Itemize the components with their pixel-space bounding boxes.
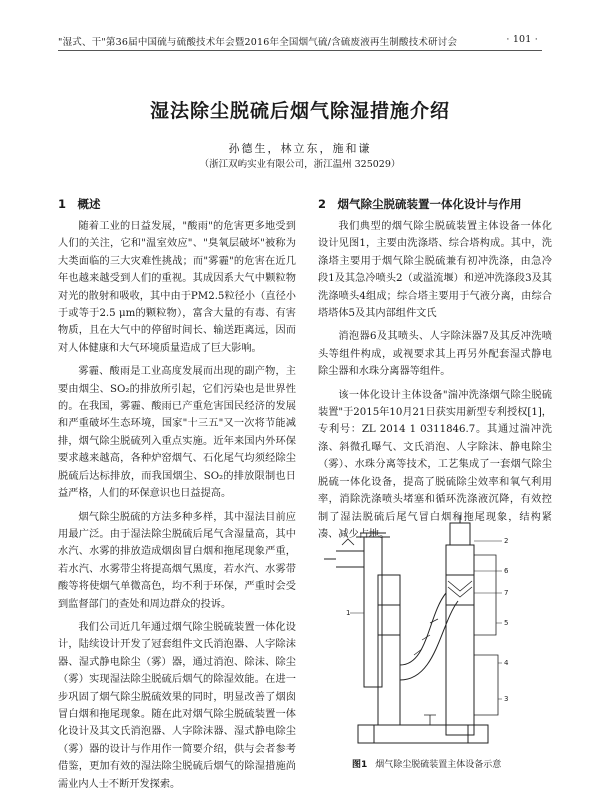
page-number: · 101 · bbox=[506, 34, 538, 45]
svg-text:2: 2 bbox=[504, 537, 509, 545]
figure-caption bbox=[352, 757, 501, 770]
section-1-heading: 1 概述 bbox=[58, 197, 101, 211]
figure-caption-text: 烟气除尘脱硫装置主体设备示意 bbox=[375, 760, 502, 770]
running-title: "湿式、干"第36届中国硫与硫酸技术年会暨2016年全国烟气硫/含硫废液再生制酸技术研讨会 bbox=[58, 37, 458, 48]
quench-section bbox=[364, 537, 382, 687]
stack-top bbox=[450, 523, 470, 545]
svg-text:6: 6 bbox=[504, 567, 509, 575]
paper-title: 湿法除尘脱硫后烟气除湿措施介绍 bbox=[149, 100, 450, 122]
affiliation: （浙江双屿实业有限公司，浙江温州 325029） bbox=[199, 159, 401, 170]
svg-text:7: 7 bbox=[504, 589, 509, 597]
section-2-heading: 2 烟气除尘脱硫装置一体化设计与作用 bbox=[318, 197, 522, 211]
paragraph: 我们典型的烟气除尘脱硫装置主体设备一体化设计见图1，主要由洗涤塔、综合塔构成。其中，洗涤塔主要用于烟气除尘脱硫兼有初冲洗涤，由急冷段1及其急冷喷头2（或溢流堰）和逆冲洗涤段3及其洗涤喷头4组成；综合塔主要用于气液分离，由综合塔塔体5及其内部组件文氏 bbox=[318, 221, 552, 320]
gas-inlet-pipe bbox=[336, 551, 364, 567]
paragraph: 消泡器6及其喷头、人字除沫器7及其反冲洗喷头等组件构成，或视要求其上再另外配套湿式静电除尘器和水珠分离器等组件。 bbox=[318, 331, 552, 378]
author-list: 孙德生，林立东，施和谦 bbox=[228, 142, 372, 155]
comprehensive-tower bbox=[446, 545, 474, 735]
svg-text:1: 1 bbox=[346, 609, 351, 617]
svg-text:3: 3 bbox=[504, 695, 509, 703]
paragraph: 烟气除尘脱硫的方法多种多样，其中湿法目前应用最广泛。由于湿法除尘脱硫后尾气含湿量高，其中水汽、水雾的排放造成烟囱冒白烟和拖尾现象严重，若水汽、水雾带尘将提高烟气黑度，若水汽、水雾带酸等将使烟气单微高色，均不利于环保，严重时会受到监督部门的查处和周边群众的投诉。 bbox=[58, 511, 296, 610]
connecting-duct bbox=[400, 593, 446, 665]
washing-tower bbox=[378, 575, 400, 725]
running-header bbox=[58, 34, 542, 51]
paragraph: 该一体化设计主体设备"湍冲洗涤烟气除尘脱硫装置"于2015年10月21日获实用新型专利授权[1]，专利号：ZL 2014 1 0311846.7。其通过湍冲洗涤、斜微孔曝气、文氏消泡、人字除沫、静电除尘（雾）、水珠分离等技术，工艺集成了一套烟气除尘脱硫一体化设备，提高了脱硫除尘效率和氧气利用率，消除洗涤喷头堵塞和循环洗涤液沉降，有效控制了湿法脱硫后尾气冒白烟和拖尾现象，结构紧凑、减少占地。 bbox=[318, 389, 552, 540]
svg-text:4: 4 bbox=[504, 659, 509, 667]
figure-number: 图1 bbox=[352, 760, 368, 770]
left-column bbox=[58, 218, 296, 790]
right-column bbox=[318, 218, 552, 540]
paragraph: 雾霾、酸雨是工业高度发展而出现的副产物，主要由烟尘、SO₂的排放所引起，它们污染也是世界性的。在我国，雾霾、酸雨已产重危害国民经济的发展和严重破坏生态环境，国家"十三五"又一次将节能减排，烟气除尘脱硫列入重点实施。近年来国内外环保要求越来越高，各种炉窑烟气、石化尾气均须经除尘脱硫后达标排放，而我国烟尘、SO₂的排放限制也日益严格，人们的环保意识也日益提高。 bbox=[58, 366, 296, 500]
svg-text:5: 5 bbox=[504, 619, 509, 627]
equipment-diagram bbox=[318, 515, 552, 753]
paragraph: 随着工业的日益发展，"酸雨"的危害更多地受到人们的关注，它和"温室效应"、"臭氧层破坏"被称为大类面临的三大灾难性挑战；而"雾霾"的危害在近几年也越来越受到人们的重视。其成因系大气中颗粒物对光的散射和吸收，其中由于PM2.5粒径小（直径小于或等于2.5 μm的颗粒物），富含大量的有毒、有害物质，且在大气中的停留时间长、输送距离远，因而对人体健康和大气环境质量造成了巨大影响。 bbox=[58, 221, 296, 354]
paragraph: 我们公司近几年通过烟气除尘脱硫装置一体化设计，陆续设计开发了冠套组件文氏消泡器、人字除沫器、湿式静电除尘（雾）器，通过消泡、除沫、除尘（雾）实现湿法除尘脱硫后烟气的除湿效能。在进一步巩固了烟气除尘脱硫效果的同时，明显改善了烟囱冒白烟和拖尾现象。随在此对烟气除尘脱硫装置一体化设计及其文氏消泡器、人字除沫器、湿式静电除尘（雾）器的设计与作用作一简要介绍，供与会者参考借鉴，更加有效的湿法除尘脱硫后烟气的除湿措施尚需业内人士不断开发探索。 bbox=[58, 621, 296, 790]
